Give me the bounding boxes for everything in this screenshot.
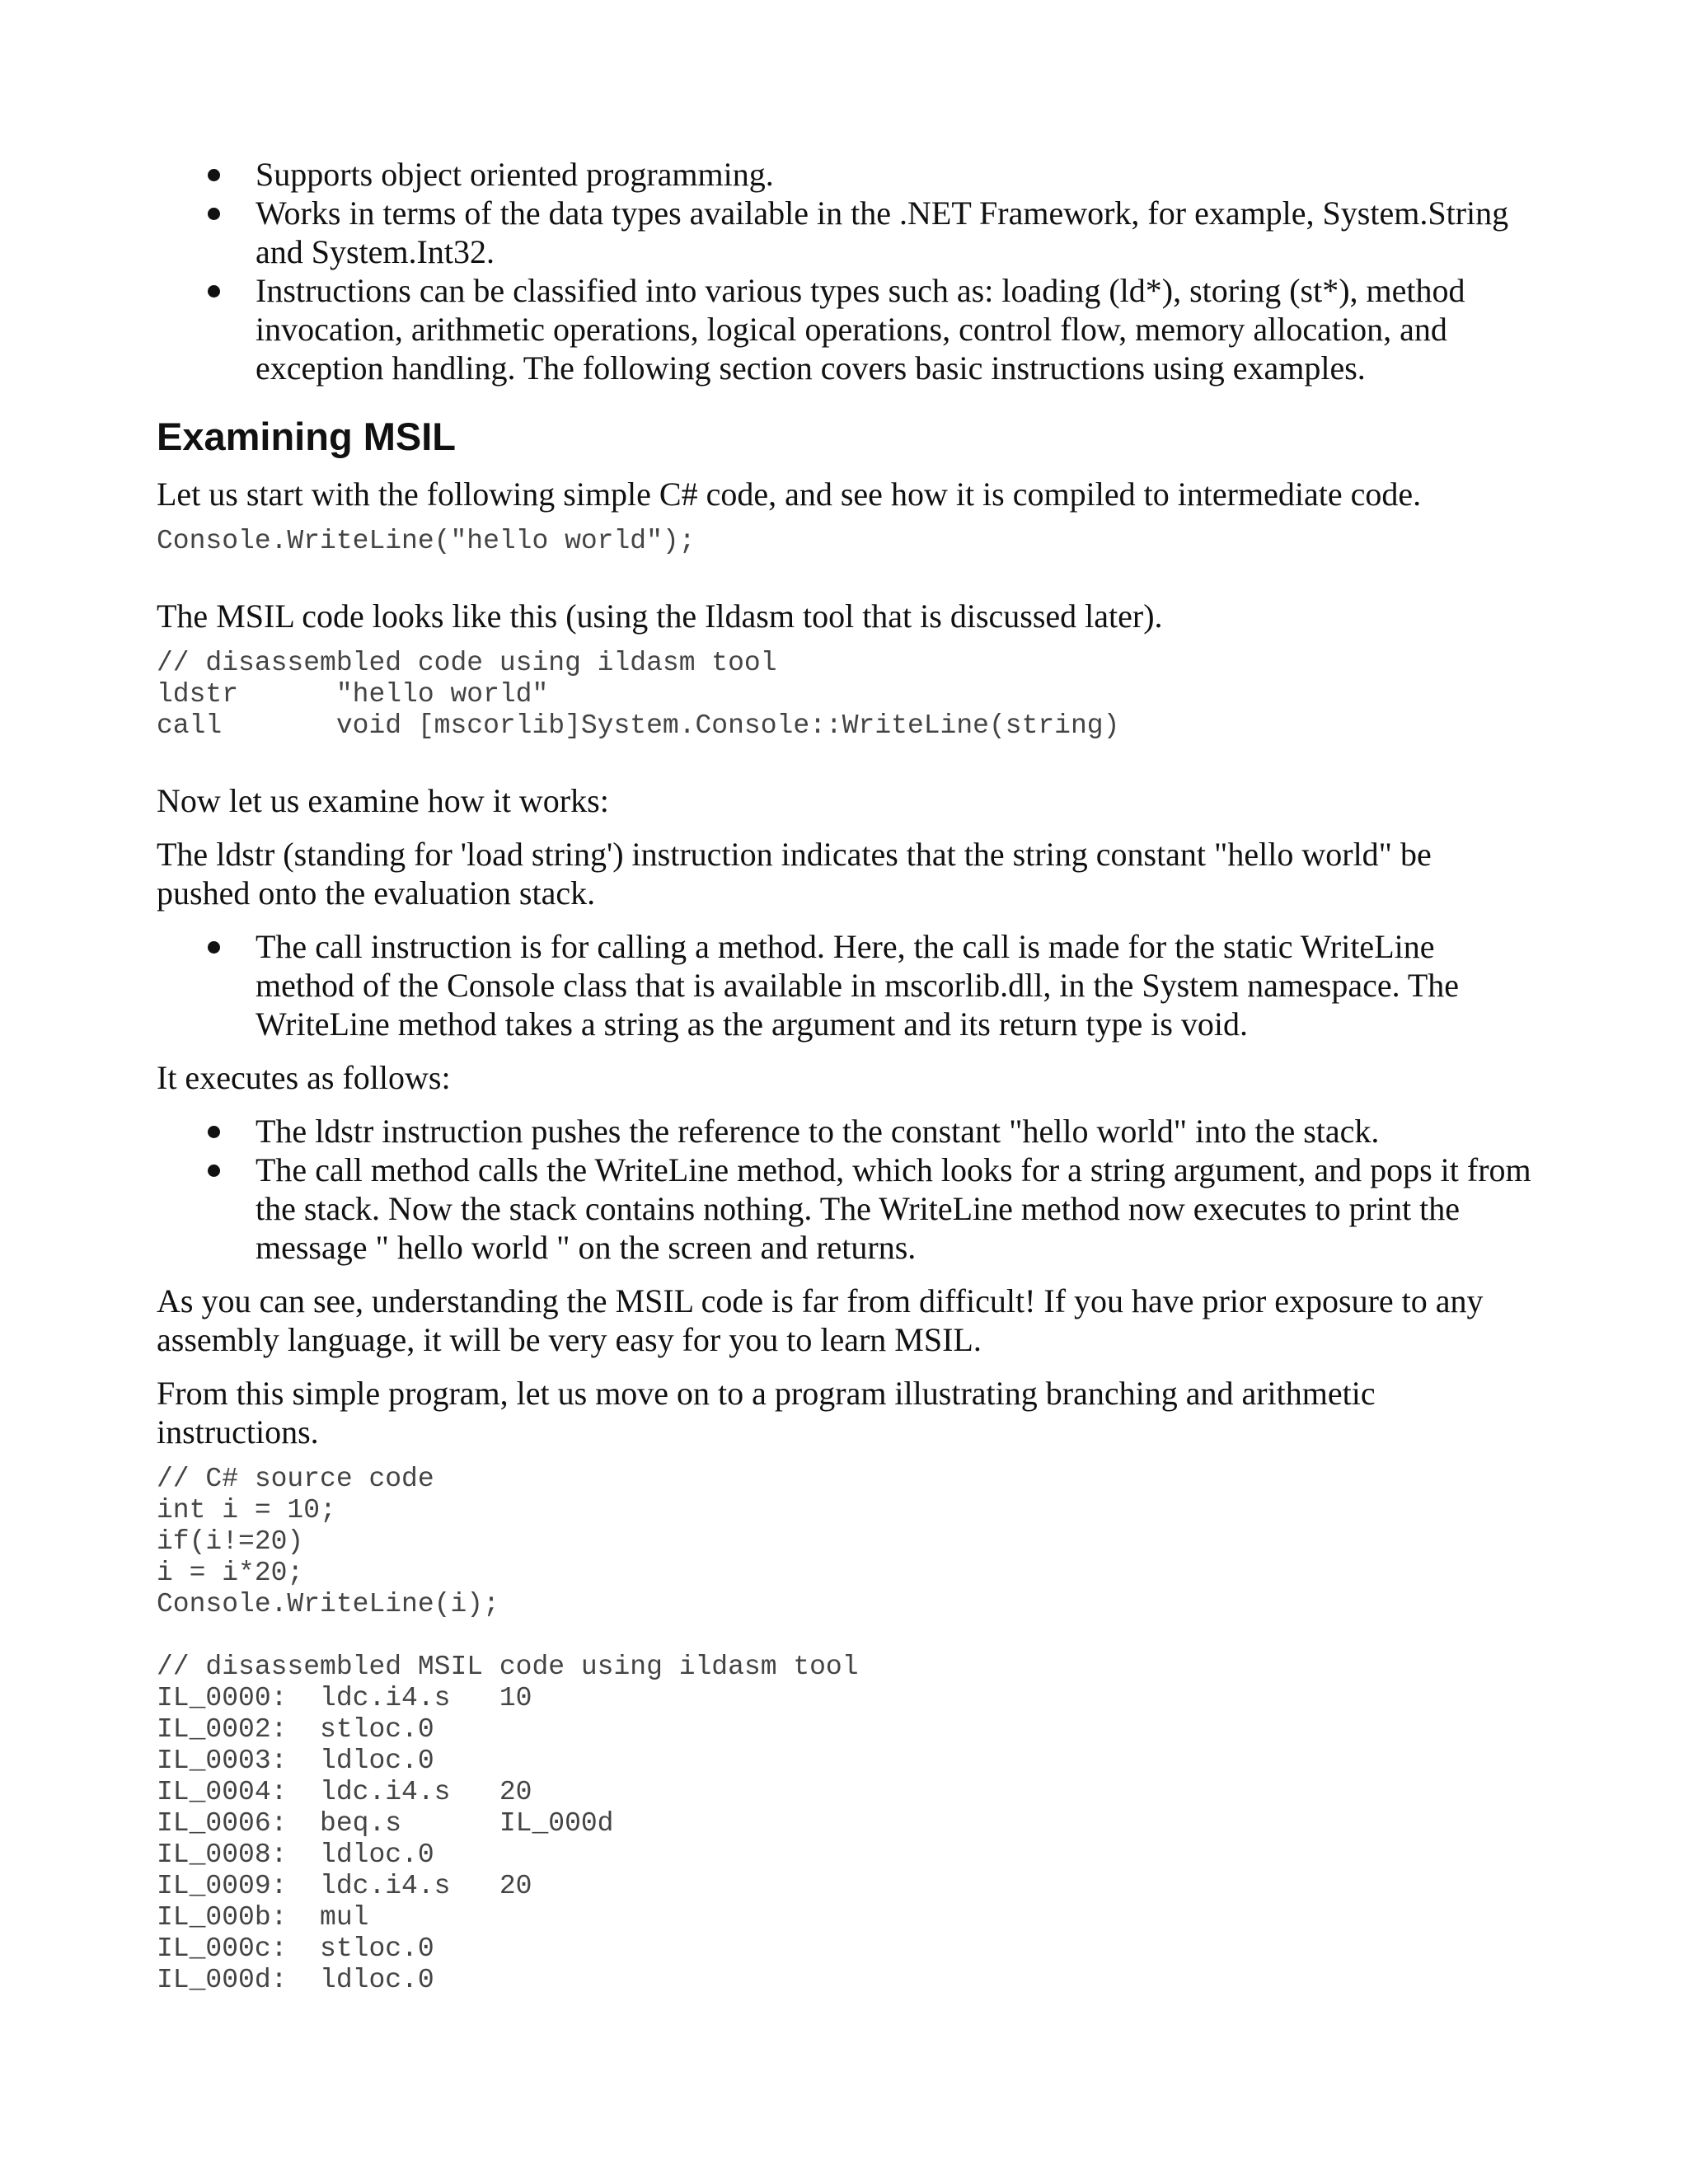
paragraph-understanding: As you can see, understanding the MSIL code is far from difficult! If you have prior exposure to any assembly language, it will be very easy for you to learn MSIL. — [157, 1282, 1484, 1358]
section-heading: Examining MSIL — [157, 415, 456, 458]
execution-bullet-list — [157, 1112, 1533, 1267]
call-bullet-list — [157, 927, 1533, 1043]
intro-bullet-list — [157, 155, 1533, 387]
code-block-hello: Console.WriteLine("hello world"); — [157, 526, 696, 556]
list-item: Instructions can be classified into various types such as: loading (ld*), storing (st*), method invocation, arithmetic operations, logical operations, control flow, memory allocation, and exception handling. The following section covers basic instructions using examples. — [256, 271, 1533, 387]
list-item: The ldstr instruction pushes the reference to the constant "hello world" into the stack. — [256, 1112, 1533, 1151]
list-item: The call method calls the WriteLine method, which looks for a string argument, and pops it from the stack. Now the stack contains nothing. The WriteLine method now executes to print the message " hello world " on the screen and returns. — [256, 1151, 1533, 1267]
list-item: The call instruction is for calling a method. Here, the call is made for the static WriteLine method of the Console class that is available in mscorlib.dll, in the System namespace. The WriteLine method takes a string as the argument and its return type is void. — [256, 927, 1533, 1043]
paragraph-executes: It executes as follows: — [157, 1059, 451, 1096]
list-item: Supports object oriented programming. — [256, 155, 1533, 194]
code-block-csharp-source: // C# source code int i = 10; if(i!=20) i = i*20; Console.WriteLine(i); — [157, 1464, 499, 1619]
paragraph-intro: Let us start with the following simple C# code, and see how it is compiled to intermediate code. — [157, 476, 1422, 513]
code-block-disassembled-msil: // disassembled MSIL code using ildasm tool IL_0000: ldc.i4.s 10 IL_0002: stloc.0 IL_0003: ldloc.0 IL_0004: ldc.i4.s 20 IL_0006: beq.s IL_000d IL_0008: ldloc.0 IL_0009: ldc.i4.s 20 IL_000b: mul IL_000c: stloc.0 IL_000d: ldloc.0 — [157, 1652, 859, 1995]
paragraph-ldstr: The ldstr (standing for 'load string') instruction indicates that the string constant "hello world" be pushed onto the evaluation stack. — [157, 836, 1432, 912]
code-block-disassembled-hello: // disassembled code using ildasm tool ldstr "hello world" call void [mscorlib]System.Console::WriteLine(string) — [157, 648, 1120, 741]
paragraph-msil-looks: The MSIL code looks like this (using the Ildasm tool that is discussed later). — [157, 598, 1163, 635]
paragraph-branching: From this simple program, let us move on to a program illustrating branching and arithmetic instructions. — [157, 1375, 1376, 1451]
paragraph-examine: Now let us examine how it works: — [157, 782, 609, 819]
page-content — [157, 155, 1533, 1996]
list-item: Works in terms of the data types available in the .NET Framework, for example, System.String and System.Int32. — [256, 194, 1533, 271]
